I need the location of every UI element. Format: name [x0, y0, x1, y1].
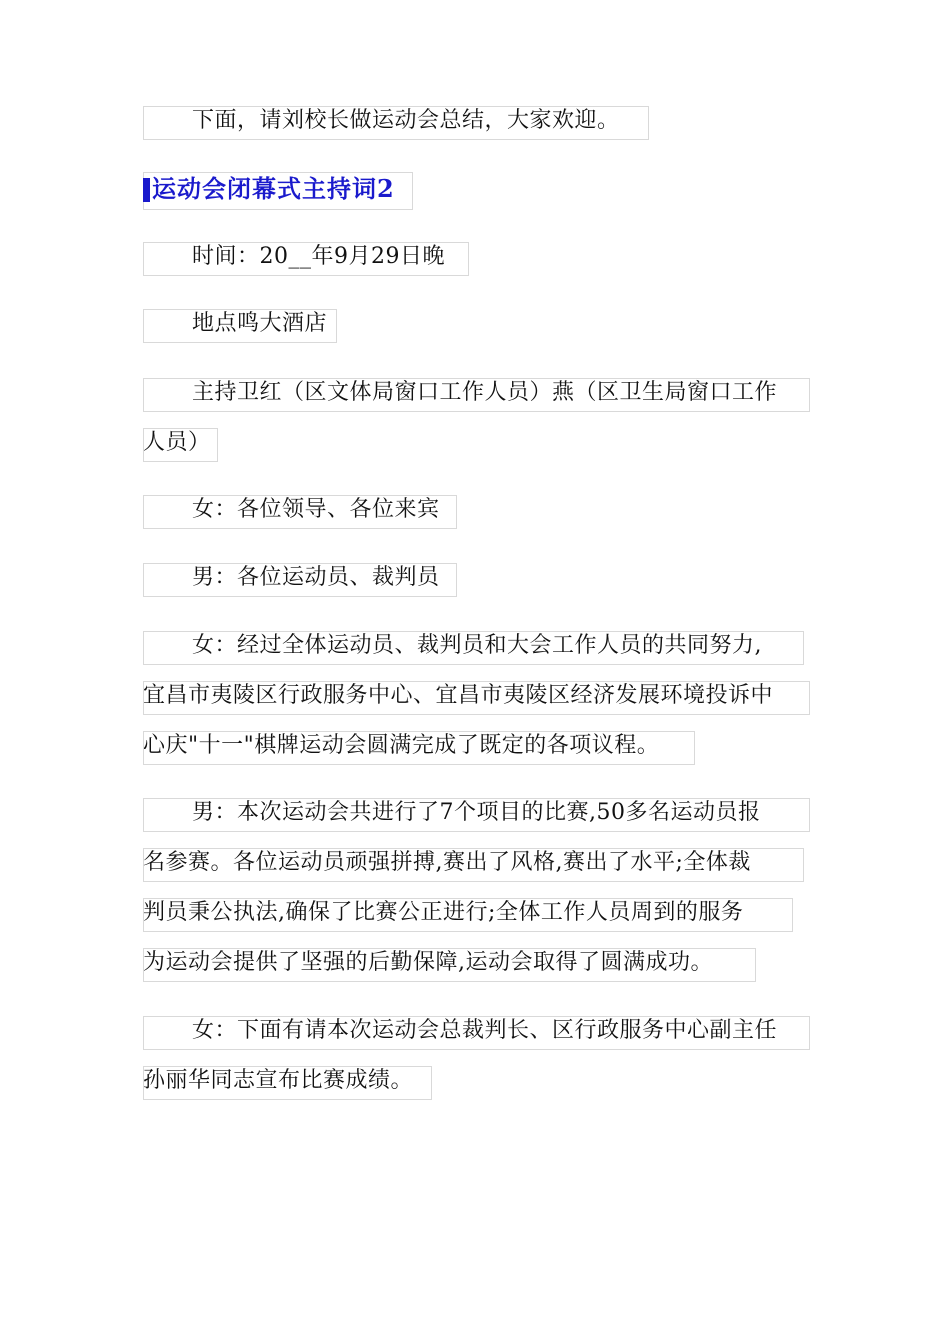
hosts-line-2: 人员）: [143, 430, 211, 455]
male-paragraph-line-1: 男：本次运动会共进行了7个项目的比赛,50多名运动员报: [192, 800, 761, 825]
female-paragraph-line-3: 心庆"十一"棋牌运动会圆满完成了既定的各项议程。: [143, 733, 660, 758]
heading-marker: [143, 178, 150, 202]
hosts-line-1: 主持卫红（区文体局窗口工作人员）燕（区卫生局窗口工作: [192, 380, 778, 405]
heading-text: 运动会闭幕式主持词2: [152, 174, 395, 203]
female-paragraph-line-2: 宜昌市夷陵区行政服务中心、宜昌市夷陵区经济发展环境投诉中: [143, 683, 774, 708]
male-greeting: 男：各位运动员、裁判员: [192, 565, 440, 590]
place-line: 地点鸣大酒店: [192, 311, 328, 336]
male-paragraph-line-3: 判员秉公执法,确保了比赛公正进行;全体工作人员周到的服务: [143, 900, 744, 925]
section-heading: [143, 174, 395, 204]
intro-line: 下面，请刘校长做运动会总结，大家欢迎。: [192, 108, 620, 133]
female-closing-line-2: 孙丽华同志宣布比赛成绩。: [143, 1068, 414, 1093]
time-line: 时间：20__年9月29日晚: [192, 244, 445, 269]
male-paragraph-line-4: 为运动会提供了坚强的后勤保障,运动会取得了圆满成功。: [143, 950, 713, 975]
female-closing-line-1: 女：下面有请本次运动会总裁判长、区行政服务中心副主任: [192, 1018, 778, 1043]
male-paragraph-line-2: 名参赛。各位运动员顽强拼搏,赛出了风格,赛出了水平;全体裁: [143, 850, 751, 875]
female-greeting: 女：各位领导、各位来宾: [192, 497, 440, 522]
female-paragraph-line-1: 女：经过全体运动员、裁判员和大会工作人员的共同努力,: [192, 633, 762, 658]
